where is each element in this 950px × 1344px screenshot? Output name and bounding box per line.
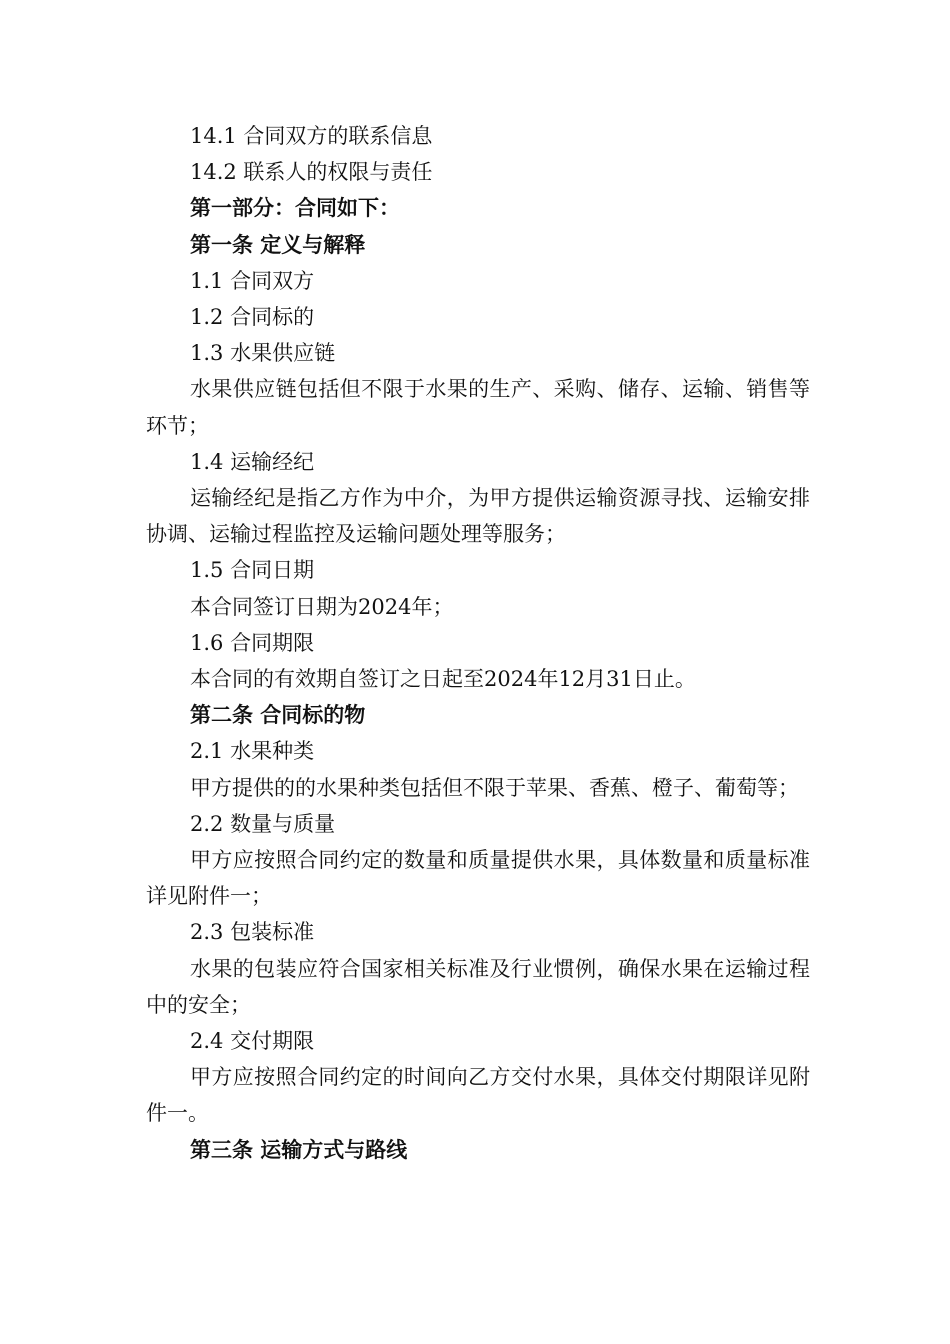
article-heading-1: 第一条 定义与解释 xyxy=(190,232,366,257)
article-heading-2: 第二条 合同标的物 xyxy=(190,703,366,728)
clause-heading-1-3: 1.3 水果供应链 xyxy=(190,341,336,366)
clause-heading-1-1: 1.1 合同双方 xyxy=(190,268,315,293)
clause-body-2-4: 甲方应按照合同约定的时间向乙方交付水果，具体交付期限详见附件一。 xyxy=(146,1065,810,1126)
document-body xyxy=(146,118,810,1168)
clause-heading-1-6: 1.6 合同期限 xyxy=(190,630,315,655)
clause-heading-1-5: 1.5 合同日期 xyxy=(190,558,315,583)
clause-heading-14-2: 14.2 联系人的权限与责任 xyxy=(190,160,433,185)
clause-heading-1-2: 1.2 合同标的 xyxy=(190,305,315,330)
clause-body-1-3: 水果供应链包括但不限于水果的生产、采购、储存、运输、销售等环节； xyxy=(146,377,810,438)
part-heading: 第一部分：合同如下： xyxy=(190,196,400,221)
clause-heading-2-1: 2.1 水果种类 xyxy=(190,739,315,764)
clause-body-1-4: 运输经纪是指乙方作为中介，为甲方提供运输资源寻找、运输安排协调、运输过程监控及运输问题处理等服务； xyxy=(146,486,810,547)
clause-heading-2-3: 2.3 包装标准 xyxy=(190,920,315,945)
clause-heading-14-1: 14.1 合同双方的联系信息 xyxy=(190,124,433,148)
article-heading-3: 第三条 运输方式与路线 xyxy=(190,1137,408,1162)
clause-heading-1-4: 1.4 运输经纪 xyxy=(190,449,315,474)
clause-body-2-3: 水果的包装应符合国家相关标准及行业惯例，确保水果在运输过程中的安全； xyxy=(146,956,810,1017)
clause-body-2-2: 甲方应按照合同约定的数量和质量提供水果，具体数量和质量标准详见附件一； xyxy=(146,848,810,909)
clause-body-1-6: 本合同的有效期自签订之日起至2024年12月31日止。 xyxy=(190,667,696,692)
clause-body-1-5: 本合同签订日期为2024年； xyxy=(190,594,454,619)
clause-heading-2-4: 2.4 交付期限 xyxy=(190,1029,315,1054)
clause-heading-2-2: 2.2 数量与质量 xyxy=(190,811,336,836)
clause-body-2-1: 甲方提供的的水果种类包括但不限于苹果、香蕉、橙子、葡萄等； xyxy=(190,775,799,800)
